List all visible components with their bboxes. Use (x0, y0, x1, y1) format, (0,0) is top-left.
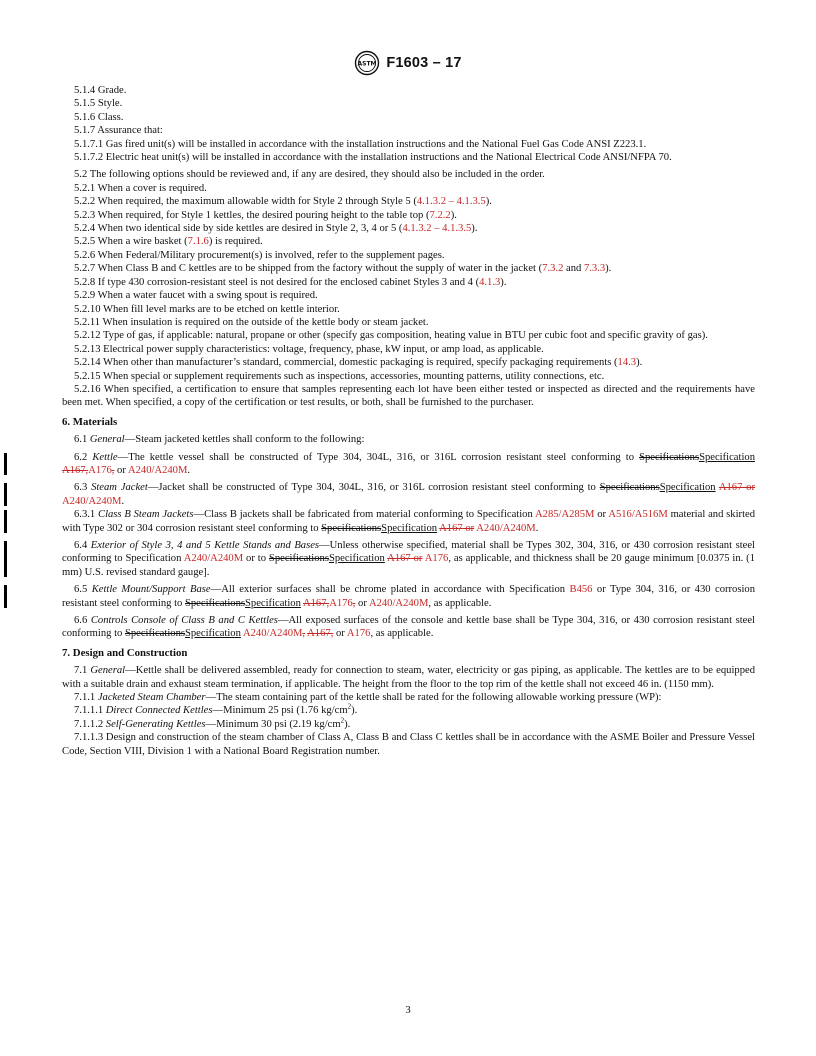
deleted-text: A167 or (387, 553, 423, 565)
section-5-2-3: 5.2.3 When required, for Style 1 kettles, the desired pouring height to the table top (7.2.2). (74, 209, 457, 221)
cross-reference-link[interactable]: A176 (88, 464, 112, 476)
deleted-text: A167, (302, 597, 330, 609)
inserted-text: Specification (328, 553, 385, 565)
section-7-1: 7.1 General—Kettle shall be delivered assembled, ready for connection to steam, water, electricity or gas piping, as applicable. The kettles are to be equipped with a suitable drain and exhaust steam termination, if applicable. The height from the floor to the top rim of the kettle shall not exceed 46 in. (1150 mm). (62, 665, 755, 690)
heading-6-materials: 6. Materials (62, 415, 118, 428)
section-5-2-14: 5.2.14 When other than manufacturer’s standard, commercial, domestic packaging is required, specify packaging requirements (14.3). (74, 357, 643, 369)
section-6-5: 6.5 Kettle Mount/Support Base—All exterior surfaces shall be chrome plated in accordance with Specification B456 or Type 304, 316, or 430 corrosion resistant steel conforming to SpecificationsSpecification A167,A176, or A240/A240M, as applicable. (62, 584, 756, 609)
section-6-6: 6.6 Controls Console of Class B and C Kettles—All exposed surfaces of the console and kettle base shall be Type 304, 316, or 430 corrosion resistant steel conforming to SpecificationsSpecification A240/A240M, A167, or A176, as applicable. (62, 615, 756, 640)
section-5-2-4: 5.2.4 When two identical side by side kettles are desired in Style 2, 3, 4 or 5 (4.1.3.2 – 4.1.3.5). (74, 223, 478, 235)
cross-reference-link[interactable]: B456 (569, 584, 593, 596)
section-5-1-6: 5.1.6 Class. (74, 111, 124, 123)
section-5-2-11: 5.2.11 When insulation is required on the outside of the kettle body or steam jacket. (74, 316, 429, 328)
section-7-1-1-3: 7.1.1.3 Design and construction of the steam chamber of Class A, Class B and Class C kettles shall be in accordance with the ASME Boiler and Pressure Vessel Code, Section VIII, Division 1 with a National Board Registration number. (62, 732, 755, 757)
section-6-3: 6.3 Steam Jacket—Jacket shall be constructed of Type 304, 304L, 316, or 316L corrosion resistant steel conforming to SpecificationsSpecification A167 or A240/A240M. (62, 482, 756, 507)
cross-reference-link[interactable]: 14.3 (617, 357, 637, 369)
section-5-2-13: 5.2.13 Electrical power supply characteristics: voltage, frequency, phase, kW input, or amp load, as applicable. (74, 343, 544, 355)
deleted-text: A167 or (718, 482, 756, 494)
section-5-1-5: 5.1.5 Style. (74, 98, 123, 110)
cross-reference-link[interactable]: A176 (329, 597, 353, 609)
section-5-2-5: 5.2.5 When a wire basket (7.1.6) is required. (74, 236, 263, 248)
cross-reference-link[interactable]: 7.3.3 (583, 263, 606, 275)
section-5-1-7-1: 5.1.7.1 Gas fired unit(s) will be installed in accordance with the installation instructions and the National Fuel Gas Code ANSI Z223.1. (74, 138, 647, 150)
deleted-text: Specifications (184, 597, 245, 609)
cross-reference-link[interactable]: 4.1.3 (479, 276, 501, 288)
inserted-text: Specification (699, 451, 755, 463)
section-5-2: 5.2 The following options should be reviewed and, if any are desired, they should also be included in the order. (74, 169, 545, 181)
cross-reference-link[interactable]: A176 (346, 628, 371, 640)
section-7-1-1-2: 7.1.1.2 Self-Generating Kettles—Minimum 30 psi (2.19 $kg/cm^2$). (74, 716, 351, 730)
deleted-text: Specifications (124, 628, 185, 640)
section-5-1-7: 5.1.7 Assurance that: (74, 125, 163, 137)
cross-reference-link[interactable]: 7.3.2 (542, 263, 564, 275)
section-6-4: 6.4 Exterior of Style 3, 4 and 5 Kettle Stands and Bases—Unless otherwise specified, material shall be Types 302, 304, 316, or 430 corrosion resistant steel conforming to Specification A240/A240M or to SpecificationsSpecification A167 or A176, as applicable, and thickness shall be 20 gauge minimum [0.0375 in. (1 mm) U.S. revised standard gauge]. (62, 540, 756, 578)
document-body (62, 84, 755, 758)
deleted-text: , (302, 628, 306, 640)
cross-reference-link[interactable]: A240/A240M (183, 553, 244, 565)
section-5-2-15: 5.2.15 When special or supplement requirements such as inspections, accessories, mounting patterns, utility connections, etc. (74, 370, 605, 382)
cross-reference-link[interactable]: A516/A516M (608, 509, 668, 521)
deleted-text: Specifications (599, 482, 660, 494)
deleted-text: A167 or (439, 522, 475, 534)
section-5-2-2: 5.2.2 When required, the maximum allowable width for Style 2 through Style 5 (4.1.3.2 – 4.1.3.5). (74, 196, 492, 208)
section-6-2: 6.2 Kettle—The kettle vessel shall be constructed of Type 304, 304L, 316, or 316L corrosion resistant steel conforming to SpecificationsSpecification A167,A176, or A240/A240M. (62, 451, 755, 476)
deleted-text: Specifications (268, 553, 329, 565)
deleted-text: Specifications (639, 451, 700, 463)
inserted-text: Specification (184, 628, 241, 640)
deleted-text: A167, (307, 628, 334, 640)
section-5-2-8: 5.2.8 If type 430 corrosion-resistant steel is not desired for the enclosed cabinet Styles 3 and 4 (4.1.3). (74, 276, 507, 288)
cross-reference-link[interactable]: A240/A240M (127, 464, 188, 476)
deleted-text: Specifications (321, 522, 382, 534)
section-5-2-6: 5.2.6 When Federal/Military procurement(s) is involved, refer to the supplement pages. (74, 249, 445, 261)
deleted-text: , (111, 464, 115, 476)
section-7-1-1: 7.1.1 Jacketed Steam Chamber—The steam containing part of the kettle shall be rated for the following allowable working pressure (WP): (74, 692, 662, 704)
inserted-text: Specification (659, 482, 716, 494)
section-5-2-7: 5.2.7 When Class B and C kettles are to be shipped from the factory without the supply of water in the jacket (7.3.2 and 7.3.3). (74, 263, 612, 275)
section-7-1-1-1: 7.1.1.1 Direct Connected Kettles—Minimum 25 psi (1.76 $kg/cm^2$). (74, 702, 358, 717)
svg-text:ASTM: ASTM (357, 60, 377, 68)
cross-reference-link[interactable]: A240/A240M (62, 495, 122, 507)
page-number: 3 (405, 1005, 411, 1016)
cross-reference-link[interactable]: 4.1.3.2 – 4.1.3.5 (402, 223, 472, 235)
section-6-1: 6.1 General—Steam jacketed kettles shall conform to the following: (74, 434, 365, 446)
section-5-2-16: 5.2.16 When specified, a certification to ensure that samples representing each lot have been either tested or inspected as directed and the requirements have been met. When specified, a copy of the certification or test results, or both, shall be furnished to the purchaser. (62, 383, 755, 409)
cross-reference-link[interactable]: 7.2.2 (429, 209, 451, 221)
inserted-text: Specification (245, 597, 301, 609)
cross-reference-link[interactable]: A240/A240M (242, 628, 303, 640)
cross-reference-link[interactable]: A240/A240M (368, 597, 429, 609)
deleted-text: A167, (62, 464, 89, 476)
inserted-text: Specification (381, 522, 438, 534)
section-5-1-7-2: 5.1.7.2 Electric heat unit(s) will be installed in accordance with the installation instructions and the National Electrical Code ANSI/NFPA 70. (74, 152, 672, 164)
section-5-1-4: 5.1.4 Grade. (74, 85, 127, 96)
cross-reference-link[interactable]: A176 (424, 553, 449, 565)
section-5-2-12: 5.2.12 Type of gas, if applicable: natural, propane or other (specify gas composition, heating value in BTU per cubic foot and specific gravity of gas). (74, 330, 708, 342)
cross-reference-link[interactable]: A240/A240M (476, 522, 536, 534)
astm-logo-icon (354, 50, 380, 76)
page-header (0, 50, 816, 76)
section-5-2-9: 5.2.9 When a water faucet with a swing spout is required. (74, 290, 318, 302)
document-id: F1603 – 17 (386, 55, 462, 71)
section-6-3-1: 6.3.1 Class B Steam Jackets—Class B jackets shall be fabricated from material conforming to Specification A285/A285M or A516/A516M material and skirted with Type 302 or 304 corrosion resistant steel conforming to SpecificationsSpecification A167 or A240/A240M. (62, 509, 756, 534)
cross-reference-link[interactable]: 4.1.3.2 – 4.1.3.5 (416, 196, 486, 208)
section-5-2-1: 5.2.1 When a cover is required. (74, 182, 207, 194)
deleted-text: , (352, 597, 356, 609)
cross-reference-link[interactable]: A285/A285M (535, 509, 595, 521)
section-5-2-10: 5.2.10 When fill level marks are to be etched on kettle interior. (74, 303, 340, 315)
cross-reference-link[interactable]: 7.1.6 (187, 236, 209, 248)
heading-7-design-construction: 7. Design and Construction (62, 646, 188, 659)
